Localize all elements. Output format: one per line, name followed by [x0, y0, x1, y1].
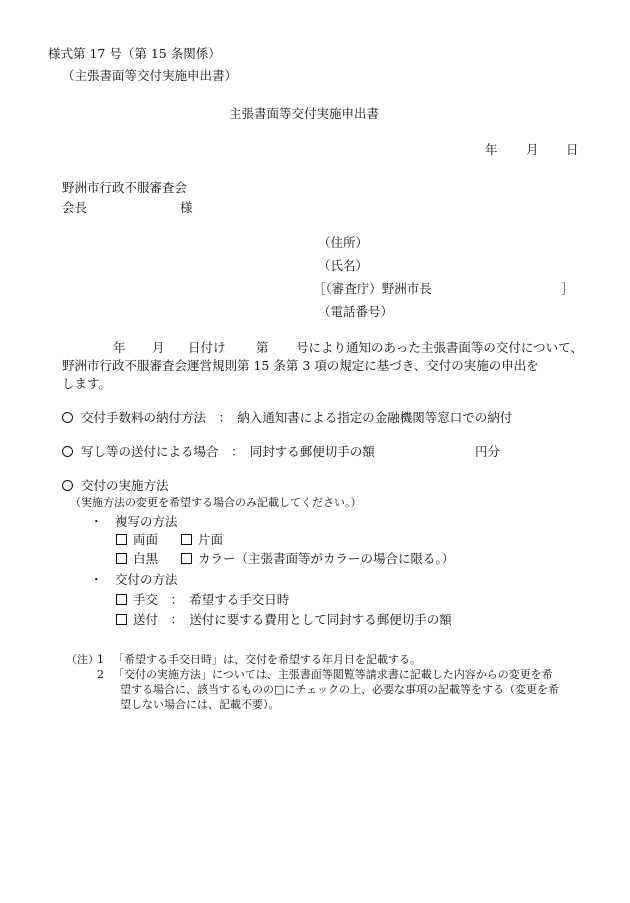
copy-unit: 円分: [475, 444, 501, 459]
agency-label: ［（審査庁）野洲市長: [313, 281, 432, 296]
one-side-label: 片面: [198, 532, 224, 547]
form-number: 様式第 17 号（第 15 条関係）: [48, 46, 221, 61]
agency-bracket-close: ］: [561, 281, 574, 296]
applicant-address-label: （住所）: [318, 235, 369, 250]
date-month: 月: [526, 142, 539, 157]
applicant-name-label: （氏名）: [318, 258, 369, 273]
note-2-line3: 望しない場合には、記載不要）。: [120, 698, 280, 711]
body-month: 月: [152, 340, 165, 355]
option-mono[interactable]: [116, 551, 158, 566]
method-item: [62, 478, 169, 493]
fee-text: 交付手数料の納付方法 ： 納入通知書による指定の金融機関等窓口での納付: [81, 410, 513, 425]
document-title: 主張書面等交付実施申出書: [229, 106, 380, 121]
handover-label: 手交 ： 希望する手交日時: [133, 592, 290, 607]
checkbox-handover[interactable]: [116, 594, 127, 605]
notes-label: （注）: [66, 653, 99, 666]
applicant-phone-label: （電話番号）: [318, 304, 394, 319]
option-handover[interactable]: [116, 592, 289, 607]
checkbox-color[interactable]: [181, 553, 192, 564]
option-color[interactable]: [181, 551, 454, 566]
circle-bullet-icon: [62, 480, 73, 491]
option-one-side[interactable]: [181, 532, 223, 547]
checkbox-mailing[interactable]: [116, 614, 127, 625]
note-2-line2: 望する場合に、該当するものの□にチェックの上、必要な事項の記載等をする（変更を希: [120, 683, 560, 696]
color-label: カラー（主張書面等がカラーの場合に限る。）: [198, 551, 455, 566]
council-chair: 会長: [62, 200, 88, 215]
method-note: （実施方法の変更を希望する場合のみ記載してください。）: [70, 496, 362, 509]
checkbox-both-sides[interactable]: [116, 534, 127, 545]
body-line1-rest: 号により通知のあった主張書面等の交付について、: [296, 340, 583, 355]
date-year: 年: [485, 142, 498, 157]
body-dai: 第: [256, 340, 269, 355]
body-year: 年: [113, 340, 126, 355]
note-1-number: 1: [97, 653, 104, 666]
option-mailing[interactable]: [116, 612, 452, 627]
form-name: （主張書面等交付実施申出書）: [62, 68, 238, 83]
honorific: 様: [180, 200, 193, 215]
note-2-number: 2: [97, 668, 104, 681]
option-both-sides[interactable]: [116, 532, 158, 547]
date-day: 日: [566, 142, 579, 157]
body-line3: します。: [62, 376, 112, 391]
body-line2: 野洲市行政不服審査会運営規則第 15 条第 3 項の規定に基づき、交付の実施の申出を: [62, 358, 539, 373]
fee-item: [62, 410, 512, 425]
delivery-title: ・ 交付の方法: [90, 572, 178, 587]
note-2-line1: 「交付の実施方法」については、主張書面等閲覧等請求書に記載した内容からの変更を希: [113, 668, 553, 681]
checkbox-one-side[interactable]: [181, 534, 192, 545]
mono-label: 白黒: [133, 551, 159, 566]
council-name: 野洲市行政不服審査会: [62, 180, 188, 195]
both-sides-label: 両面: [133, 532, 159, 547]
checkbox-mono[interactable]: [116, 553, 127, 564]
body-date-suffix: 日付け: [188, 340, 226, 355]
duplication-title: ・ 複写の方法: [90, 514, 178, 529]
copy-item: [62, 444, 375, 459]
circle-bullet-icon: [62, 446, 73, 457]
copy-text: 写し等の送付による場合 ： 同封する郵便切手の額: [81, 444, 375, 459]
circle-bullet-icon: [62, 412, 73, 423]
method-title: 交付の実施方法: [81, 478, 169, 493]
mailing-label: 送付 ： 送付に要する費用として同封する郵便切手の額: [133, 612, 452, 627]
note-1-text: 「希望する手交日時」は、交付を希望する年月日を記載する。: [113, 653, 421, 666]
